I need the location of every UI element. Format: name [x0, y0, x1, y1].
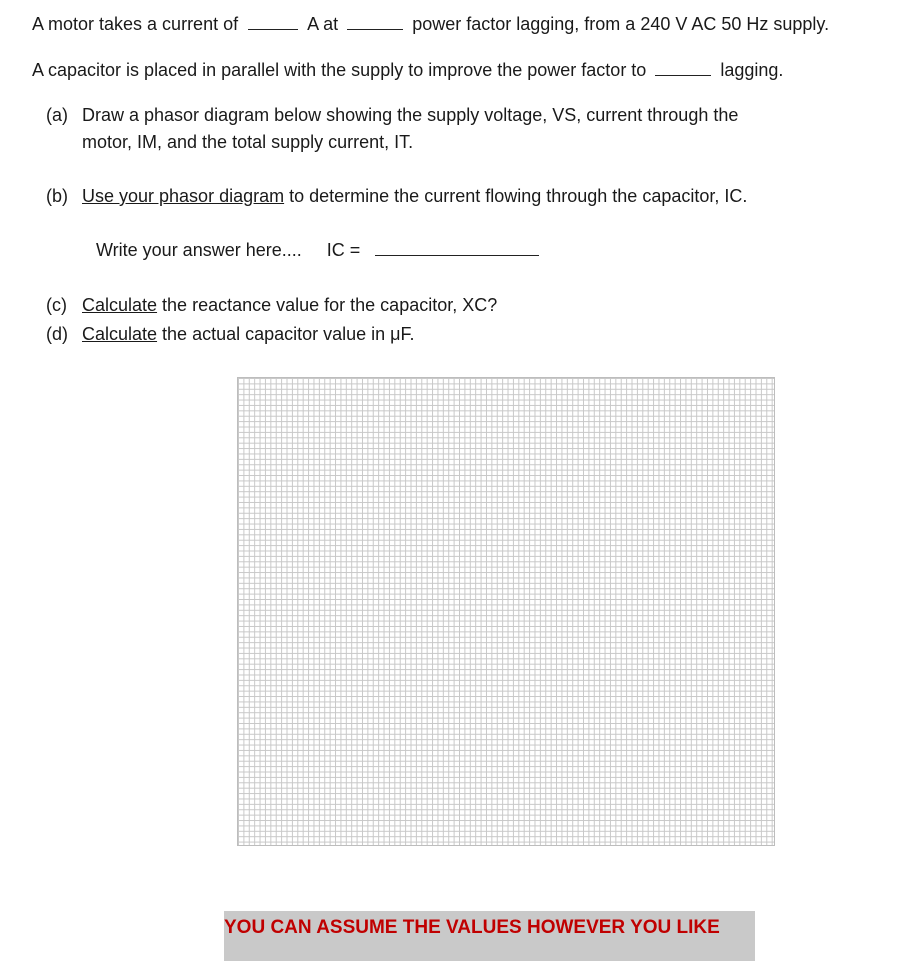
- part-c-text: the reactance value for the capacitor, XC?: [157, 295, 498, 315]
- power-factor-blank[interactable]: [347, 13, 403, 30]
- line2-text-b: lagging.: [720, 60, 784, 80]
- part-c: [46, 294, 497, 316]
- part-b-text: to determine the current flowing through the capacitor, IC.: [284, 186, 748, 206]
- question-line-1: [32, 13, 829, 35]
- graph-paper[interactable]: [237, 377, 775, 846]
- part-a: [46, 104, 738, 126]
- answer-line: [96, 239, 539, 261]
- current-blank[interactable]: [248, 13, 298, 30]
- answer-prompt: Write your answer here....: [96, 240, 302, 260]
- line2-text-a: A capacitor is placed in parallel with the supply to improve the power factor to: [32, 60, 647, 80]
- improved-pf-blank[interactable]: [655, 59, 711, 76]
- part-a-letter: (a): [46, 105, 68, 125]
- ic-answer-field[interactable]: [375, 239, 539, 256]
- part-b-underlined: Use your phasor diagram: [82, 186, 285, 206]
- ic-label: IC =: [326, 240, 361, 260]
- part-b-letter: (b): [46, 186, 68, 206]
- part-a-text-1: Draw a phasor diagram below showing the supply voltage, VS, current through the: [82, 105, 739, 125]
- line1-text-a: A motor takes a current of: [32, 14, 239, 34]
- part-a-continued: [82, 131, 413, 153]
- part-d-underlined: Calculate: [82, 324, 158, 344]
- part-c-underlined: Calculate: [82, 295, 158, 315]
- part-d-letter: (d): [46, 324, 68, 344]
- part-c-letter: (c): [46, 295, 67, 315]
- part-b: [46, 185, 747, 207]
- part-d-text: the actual capacitor value in μF.: [157, 324, 415, 344]
- line1-text-c: power factor lagging, from a 240 V AC 50 Hz supply.: [412, 14, 830, 34]
- line1-text-b: A at: [307, 14, 339, 34]
- part-a-text-2: motor, IM, and the total supply current, IT.: [82, 132, 414, 152]
- question-line-2: [32, 59, 783, 81]
- part-d: [46, 323, 415, 345]
- banner-text: YOU CAN ASSUME THE VALUES HOWEVER YOU LIKE: [224, 917, 720, 938]
- assumption-banner: [224, 911, 755, 961]
